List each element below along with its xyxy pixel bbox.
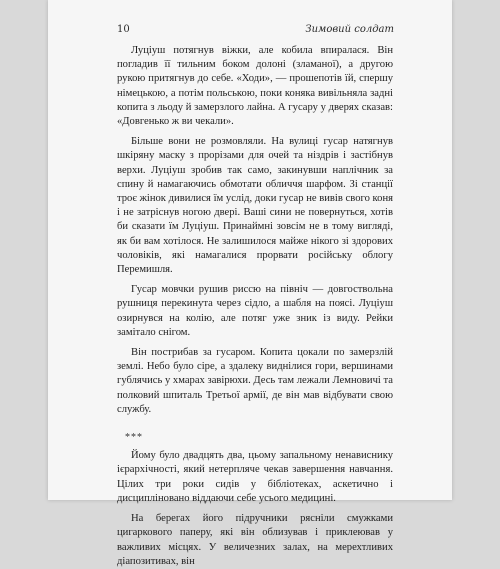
page-number: 10 xyxy=(117,24,130,35)
paragraph: Гусар мовчки рушив риссю на північ — довгоствольна рушниця перекинута через сідло, а шабля на поясі. Луціуш озирнувся на колію, але потяг уже зник із виду. Рейки замітало снігом. xyxy=(117,284,393,338)
paragraph: Він пострибав за гусаром. Копита цокали по замерзлій землі. Небо було сіре, а здалеку виднілися гори, вершинами гублячись у хмарах завірюхи. Десь там лежали Лемновичі та полковий шпиталь Третьої армії, де він мав відбувати свою службу. xyxy=(117,347,393,415)
body-text xyxy=(117,44,393,569)
page-header xyxy=(117,24,394,38)
running-title: Зимовий солдат xyxy=(305,24,394,35)
paragraph: Луціуш потягнув віжки, але кобила впиралася. Він погладив її тильним боком долоні (зламаної), а другою рукою притягнув до себе. «Ходи», — прошепотів їй, спершу німецькою, а потім польською, поки коняка вивільняла задні копита з льоду й замерзлого лайна. А гусару у дверях сказав: «Довгенько ж ви чекали». xyxy=(117,45,393,128)
paragraph: Більше вони не розмовляли. На вулиці гусар натягнув шкіряну маску з прорізами для очей та ніздрів і застібнув верхи. Луціуш зробив так само, закинувши наплічник за спину й намагаючись обмотати обличчя шарфом. Зі станції троє жінок дивилися їм услід, доки гусар не вивів свого коня і не затріснув ногою двері. Ваші сини не повернуться, хотів би сказати їм Луціуш. Принаймні зовсім не в тому вигляді, як би вам хотілося. Не залишилося майже нікого зі здорових чоловіків, які намагалися прорвати російську облогу Перемишля. xyxy=(117,136,393,276)
section-separator: *** xyxy=(125,432,143,444)
paragraph: На берегах його підручники рясніли смужками цигаркового паперу, які він облизував і приклеював у важливих місцях. У величезних залах, на мерехтливих діапозитивах, він xyxy=(117,513,393,567)
paragraph: Йому було двадцять два, цьому запальному ненависнику ієрархічності, який нетерпляче чекав завершення навчання. Цілих три роки сидів у бібліотеках, аскетично і дисципліновано віддаючи себе усього медицині. xyxy=(117,450,393,504)
book-page xyxy=(48,0,452,567)
